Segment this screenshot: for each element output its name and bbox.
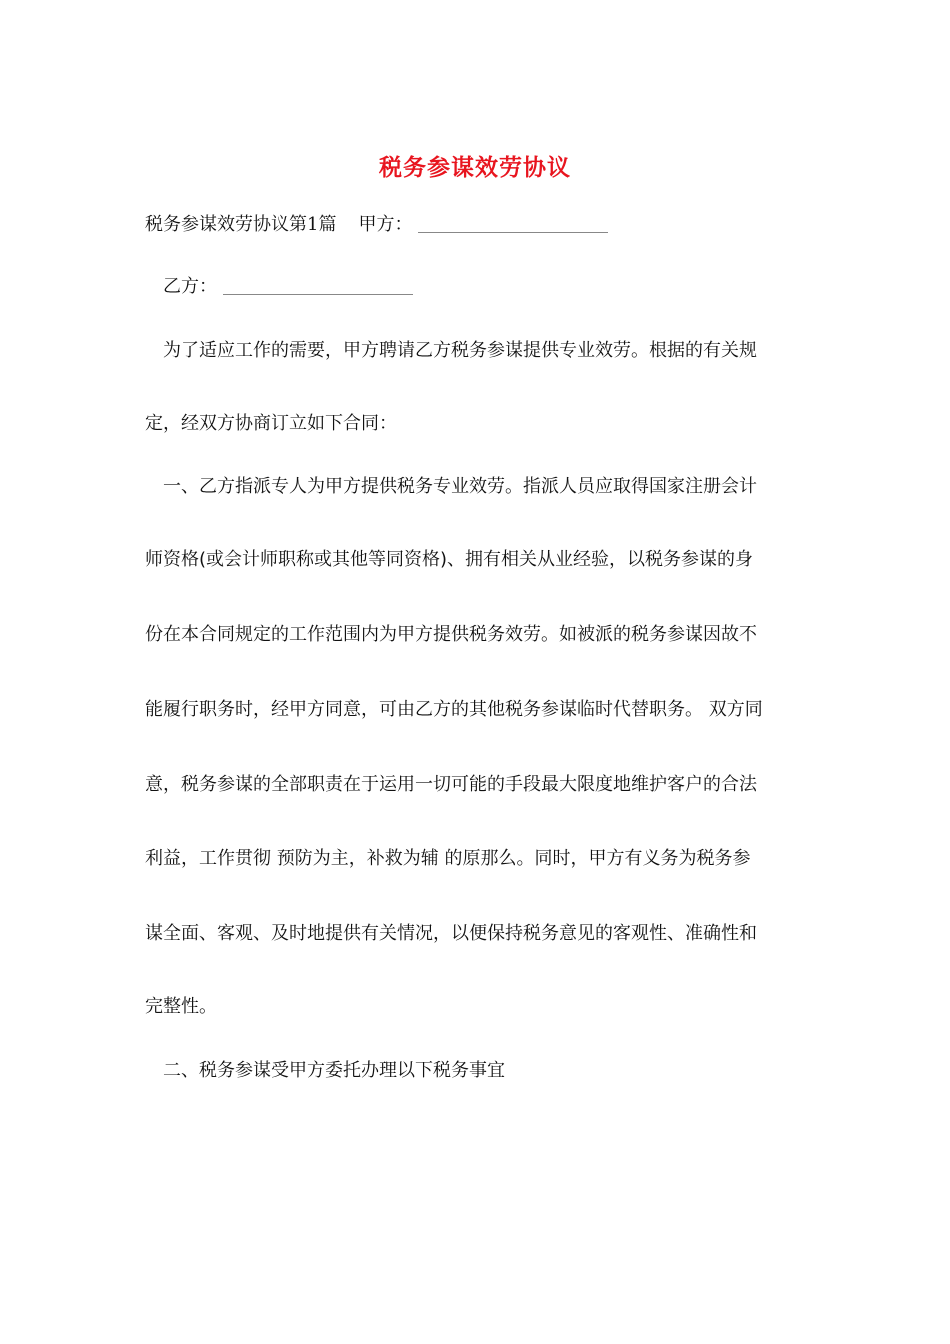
document-title: 税务参谋效劳协议 — [379, 154, 571, 181]
body-line: 份在本合同规定的工作范围内为甲方提供税务效劳。如被派的税务参谋因故不 — [145, 624, 757, 645]
body-line: 谋全面、客观、及时地提供有关情况，以便保持税务意见的客观性、准确性和 — [145, 923, 757, 944]
section-heading: 二、税务参谋受甲方委托办理以下税务事宜 — [163, 1060, 505, 1081]
body-line: 意，税务参谋的全部职责在于运用一切可能的手段最大限度地维护客户的合法 — [145, 774, 757, 795]
party-b-label: 乙方： — [163, 276, 217, 297]
body-line: 利益，工作贯彻 预防为主，补救为辅 的原那么。同时，甲方有义务为税务参 — [145, 848, 751, 869]
header-line — [145, 211, 805, 239]
article-label: 税务参谋效劳协议第 — [145, 214, 307, 235]
body-line: 一、乙方指派专人为甲方提供税务专业效劳。指派人员应取得国家注册会计 — [163, 476, 757, 497]
party-b-blank — [223, 274, 413, 295]
body-line: 完整性。 — [145, 996, 217, 1017]
article-number: 1 — [307, 214, 319, 235]
body-line: 能履行职务时，经甲方同意，可由乙方的其他税务参谋临时代替职务。 双方同 — [145, 699, 763, 720]
article-unit: 篇 — [318, 214, 337, 235]
party-a-blank — [418, 212, 608, 233]
body-line: 为了适应工作的需要，甲方聘请乙方税务参谋提供专业效劳。根据的有关规 — [163, 340, 757, 361]
body-line: 师资格(或会计师职称或其他等同资格)、拥有相关从业经验，以税务参谋的身 — [145, 549, 754, 570]
party-a-label: 甲方： — [358, 214, 413, 235]
party-b-line — [163, 273, 823, 301]
body-line: 定，经双方协商订立如下合同： — [145, 413, 397, 434]
